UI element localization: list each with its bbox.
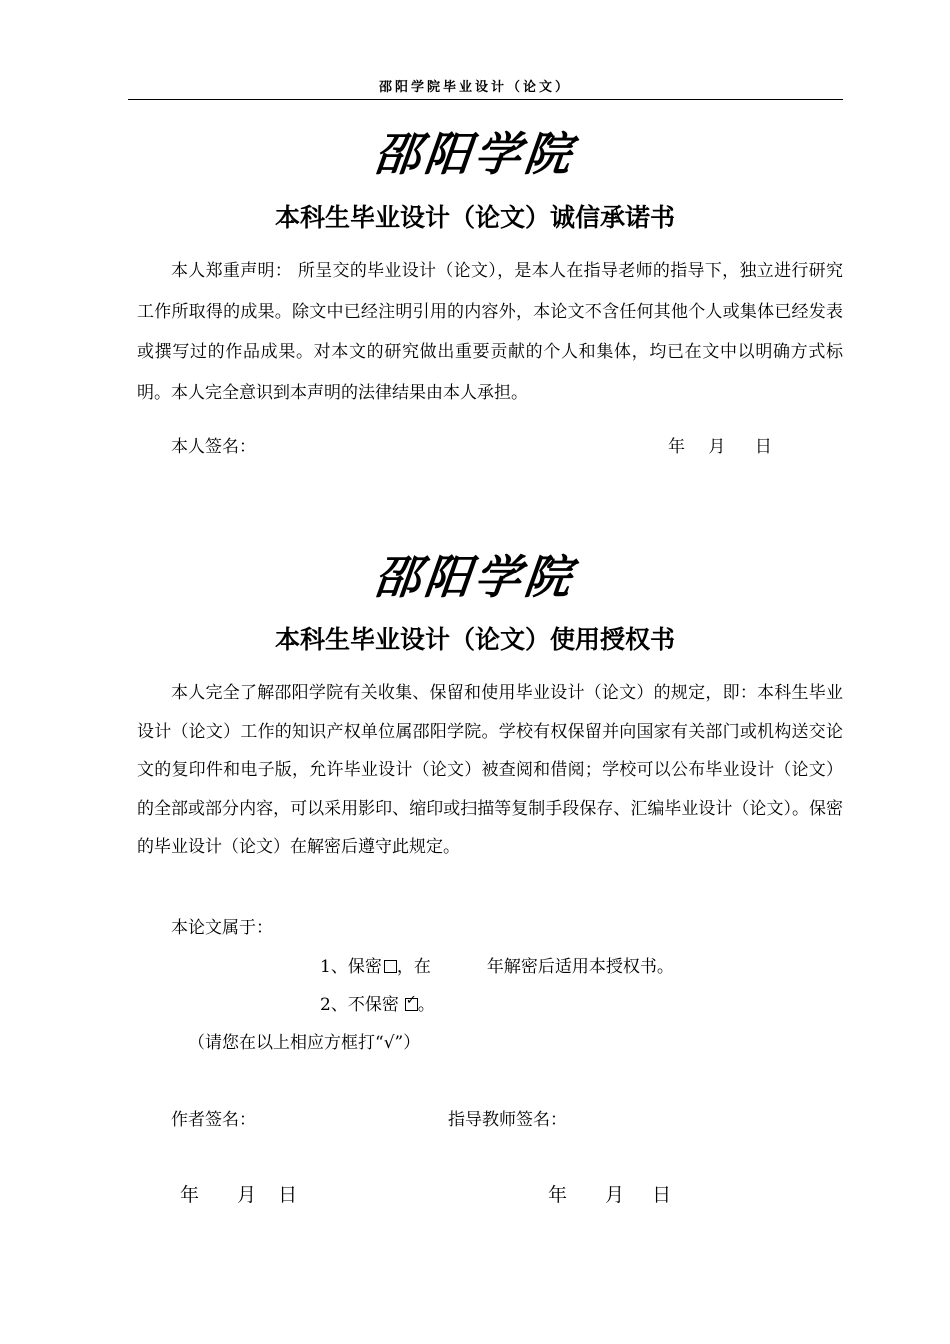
date-year: 年 [180,1184,200,1206]
author-date [180,1180,297,1207]
option1-suffix-a: ，在 [396,957,431,977]
integrity-date [668,432,772,457]
running-header: 邵阳学院毕业设计（论文） [378,80,571,95]
option2-suffix: 。 [417,995,435,1015]
advisor-date [548,1180,671,1207]
not-confidential-checkbox[interactable] [405,993,418,1011]
checkbox-note: （请您在以上相应方框打“√”） [188,1033,421,1053]
option1-suffix-b: 年解密后适用本授权书。 [486,957,674,977]
date-day: 日 [652,1184,672,1206]
school-logo-2: 邵阳学院 [371,550,578,604]
date-month: 月 [708,437,726,457]
author-sign-label: 作者签名： [171,1110,256,1130]
authorization-paragraph: 本人完全了解邵阳学院有关收集、保留和使用毕业设计（论文）的规定，即：本科生毕业设计（论文）工作的知识产权单位属邵阳学院。学校有权保留并向国家有关部门或机构送交论文的复印件和电子版，允许毕业设计（论文）被查阅和借阅；学校可以公布毕业设计（论文）的全部或部分内容，可以采用影印、缩印或扫描等复制手段保存、汇编毕业设计（论文）。保密的毕业设计（论文）在解密后遵守此规定。 [137,683,843,858]
integrity-title: 本科生毕业设计（论文）诚信承诺书 [274,203,675,232]
option2-prefix: 2、不保密 [320,995,399,1015]
date-month: 月 [237,1184,257,1206]
option-not-confidential [320,990,435,1015]
integrity-signature-label: 本人签名： [171,437,256,457]
header-rule [128,99,843,100]
option-confidential [320,952,674,977]
school-logo: 邵阳学院 [371,127,578,181]
date-year: 年 [668,437,685,457]
date-day: 日 [278,1184,298,1206]
checkmark-icon: ✓ [405,993,417,1008]
date-year: 年 [548,1184,568,1206]
belongs-label: 本论文属于： [171,918,273,938]
advisor-sign-label: 指导教师签名： [448,1110,567,1130]
integrity-paragraph: 本人郑重声明： 所呈交的毕业设计（论文），是本人在指导老师的指导下，独立进行研究工作所取得的成果。除文中已经注明引用的内容外，本论文不含任何其他个人或集体已经发表或撰写过的作品成果。对本文的研究做出重要贡献的个人和集体，均已在文中以明确方式标明。本人完全意识到本声明的法律结果由本人承担。 [137,261,843,403]
option1-prefix: 1、保密 [320,957,382,977]
date-day: 日 [754,437,772,457]
confidential-checkbox[interactable] [384,960,397,973]
authorization-title: 本科生毕业设计（论文）使用授权书 [274,625,675,654]
date-month: 月 [605,1184,625,1206]
